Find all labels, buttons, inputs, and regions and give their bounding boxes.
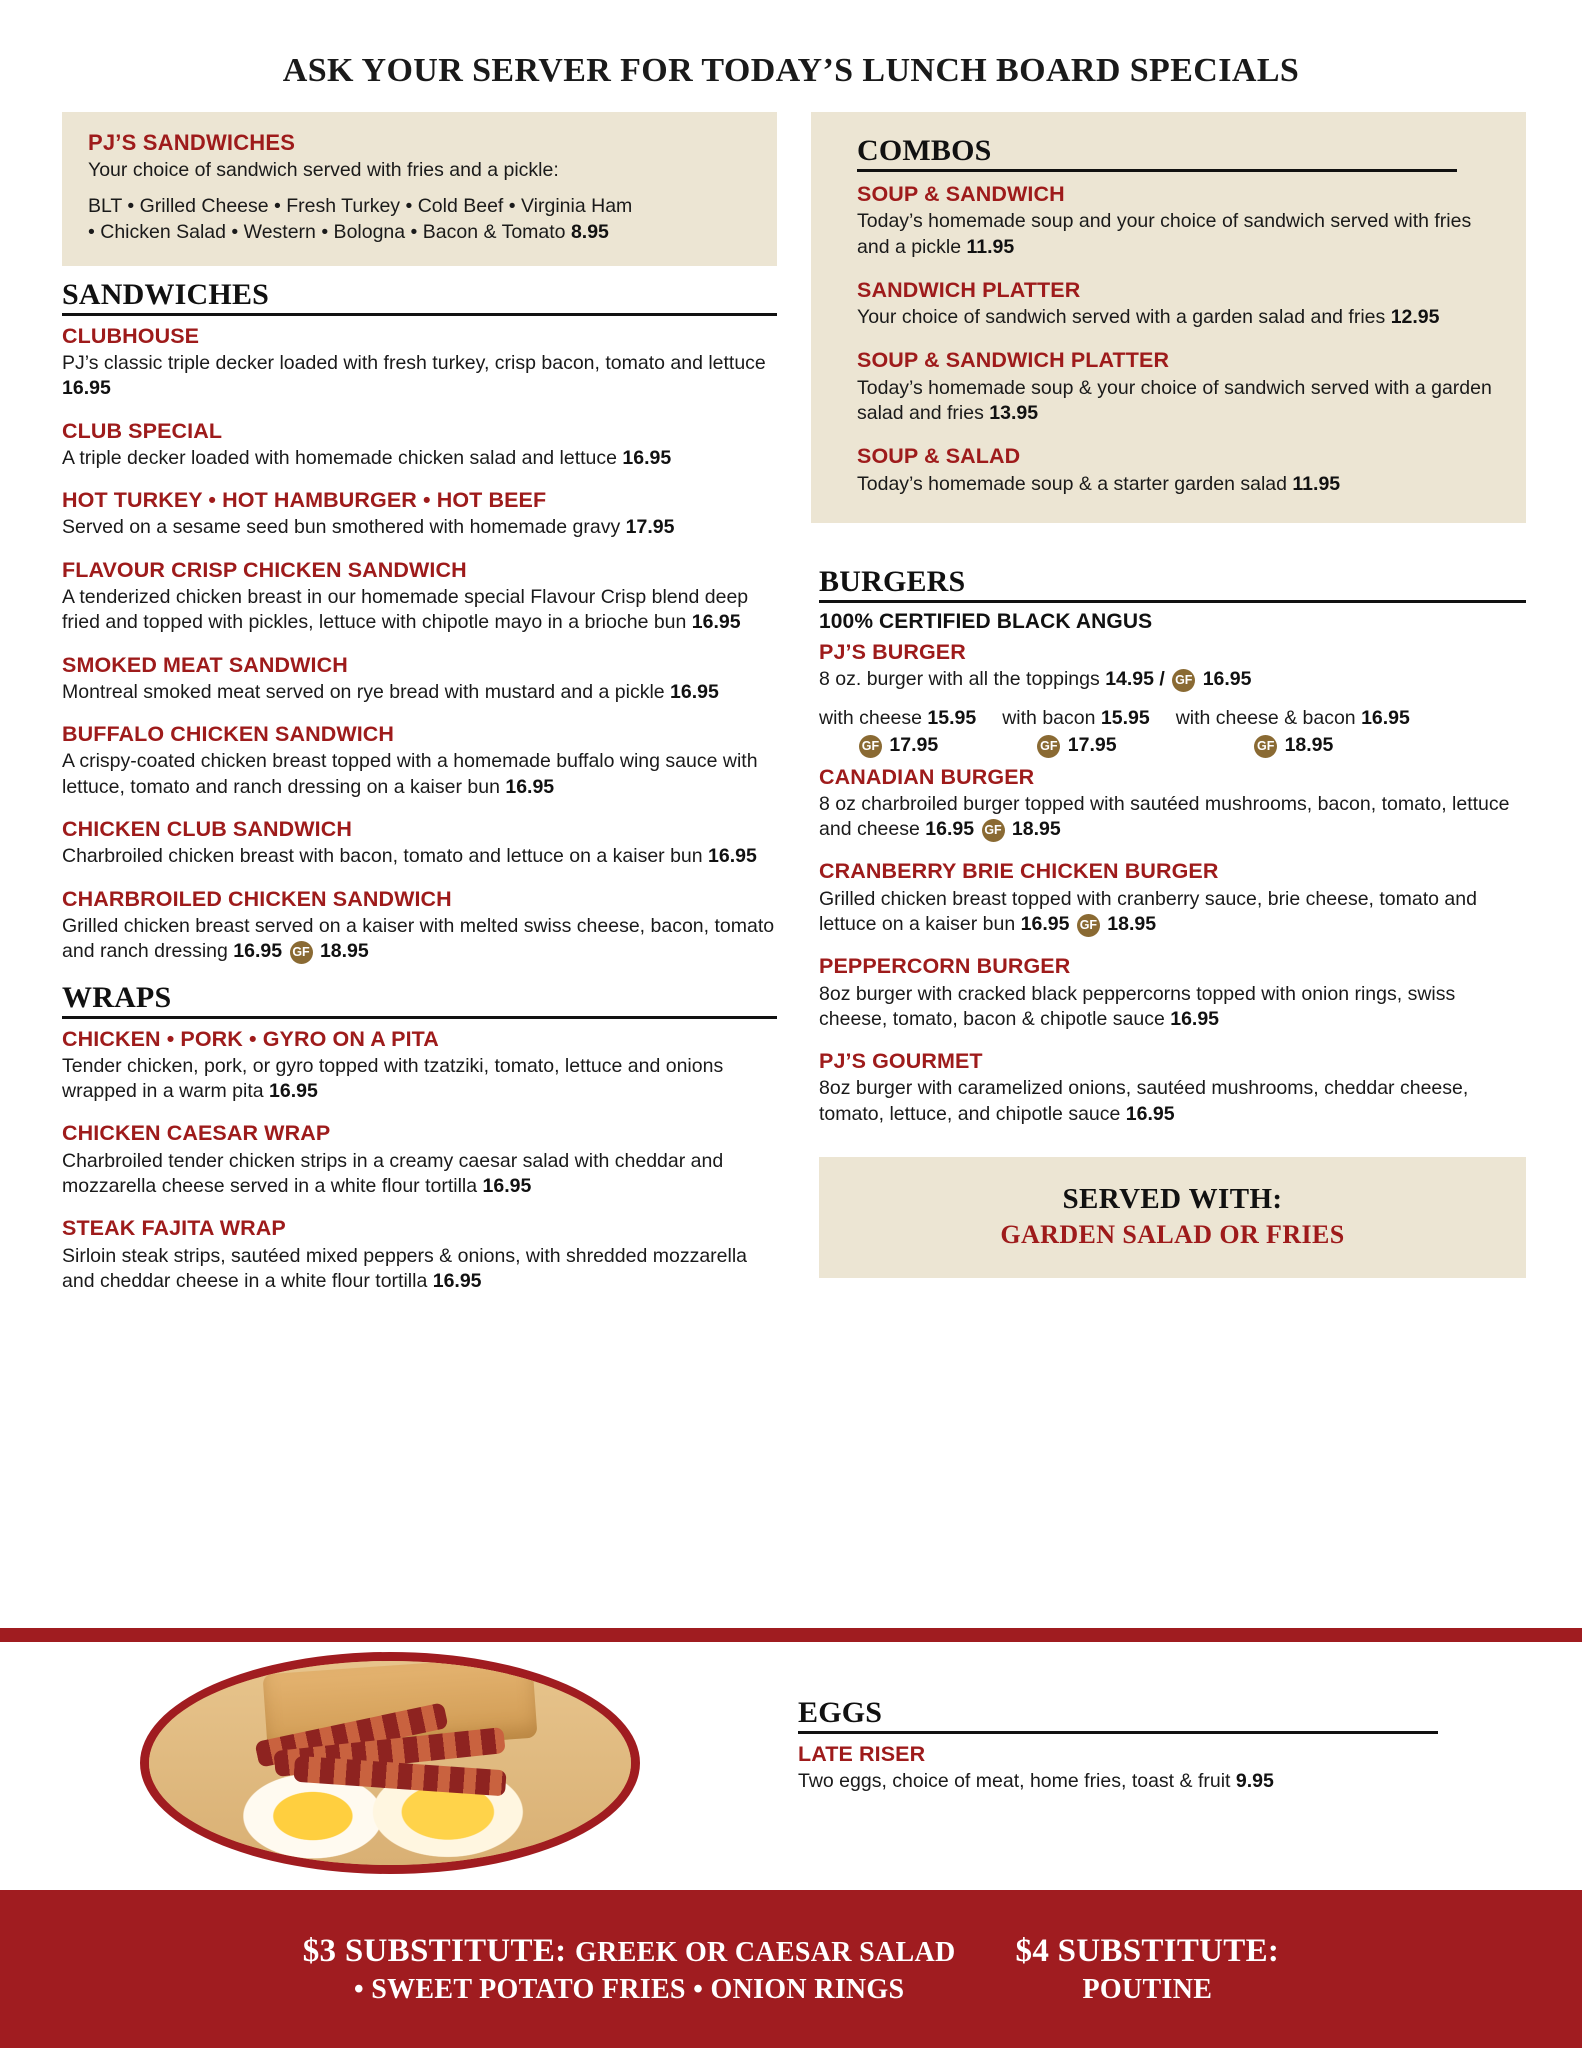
menu-item bbox=[819, 764, 1526, 843]
item-price: 13.95 bbox=[989, 402, 1039, 425]
item-name: CHICKEN CLUB SANDWICH bbox=[62, 817, 352, 842]
substitute-banner bbox=[0, 1890, 1582, 2048]
menu-item bbox=[62, 418, 777, 472]
item-price: 16.95 bbox=[1020, 912, 1070, 935]
burger-option bbox=[819, 707, 976, 758]
item-desc bbox=[798, 1769, 1400, 1794]
item-gf-price: 18.95 bbox=[1107, 912, 1157, 935]
served-with-subtitle: GARDEN SALAD OR FRIES bbox=[1000, 1220, 1345, 1250]
eggs-row bbox=[0, 1642, 1582, 1890]
menu-item bbox=[62, 323, 777, 402]
item-desc bbox=[819, 887, 1526, 938]
item-name: LATE RISER bbox=[798, 1742, 926, 1766]
item-desc bbox=[62, 749, 777, 800]
pjs-sandwiches-price: 8.95 bbox=[570, 221, 609, 244]
menu-item bbox=[62, 816, 777, 870]
menu-item bbox=[798, 1741, 1400, 1795]
item-desc-text: A crispy-coated chicken breast topped with a homemade buffalo wing sauce with lettuce, tomato and ranch dressing on a kaiser bun bbox=[62, 750, 758, 798]
item-desc-text: Sirloin steak strips, sautéed mixed peppers & onions, with shredded mozzarella and cheddar cheese in a white flour tortilla bbox=[62, 1244, 748, 1292]
item-desc bbox=[819, 982, 1526, 1033]
burger-option-label: with bacon bbox=[1002, 706, 1096, 729]
pjs-list-line-1: BLT • Grilled Cheese • Fresh Turkey • Cold Beef • Virginia Ham bbox=[88, 195, 633, 217]
item-desc bbox=[857, 209, 1496, 260]
item-name: PJ’S GOURMET bbox=[819, 1049, 983, 1074]
item-name: SMOKED MEAT SANDWICH bbox=[62, 652, 348, 677]
eggs-heading: EGGS bbox=[798, 1696, 1438, 1734]
burger-option-label: with cheese bbox=[819, 706, 922, 729]
item-price: 12.95 bbox=[1390, 306, 1440, 329]
wraps-section bbox=[62, 981, 777, 1295]
item-desc bbox=[62, 680, 777, 705]
item-price: 11.95 bbox=[1292, 472, 1341, 495]
menu-item bbox=[857, 181, 1496, 260]
item-name: PJ’S BURGER bbox=[819, 639, 966, 664]
item-price: 16.95 bbox=[925, 818, 975, 841]
right-column bbox=[811, 112, 1526, 1278]
item-price: 16.95 bbox=[233, 940, 283, 963]
item-desc bbox=[857, 305, 1496, 330]
red-divider bbox=[0, 1628, 1582, 1642]
burger-option-line bbox=[1176, 707, 1410, 730]
item-name: CLUBHOUSE bbox=[62, 323, 200, 348]
served-with-box bbox=[819, 1157, 1526, 1278]
menu-item bbox=[62, 721, 777, 800]
menu-columns bbox=[0, 112, 1582, 1310]
item-gf-price: 18.95 bbox=[319, 940, 369, 963]
gluten-free-badge-icon: GF bbox=[290, 941, 313, 964]
burger-option-gf-price: 17.95 bbox=[889, 733, 939, 756]
item-desc bbox=[62, 914, 777, 965]
item-desc bbox=[819, 792, 1526, 843]
breakfast-photo bbox=[140, 1652, 640, 1874]
item-price: 16.95 bbox=[269, 1080, 318, 1103]
substitute-3-block bbox=[303, 1933, 956, 2006]
substitute-3-amount: $3 SUBSTITUTE: bbox=[302, 1932, 567, 1969]
item-desc bbox=[62, 446, 777, 471]
burger-option-gf-line bbox=[819, 734, 976, 758]
substitute-4-block bbox=[1016, 1933, 1280, 2006]
item-desc bbox=[62, 1149, 777, 1200]
item-desc-text: 8 oz. burger with all the toppings bbox=[819, 668, 1100, 691]
item-desc bbox=[62, 1244, 777, 1295]
menu-item bbox=[819, 639, 1526, 758]
item-name: SOUP & SALAD bbox=[857, 444, 1021, 469]
item-desc bbox=[62, 351, 777, 402]
item-price: 16.95 bbox=[505, 775, 555, 798]
item-desc-text: A triple decker loaded with homemade chicken salad and lettuce bbox=[62, 446, 617, 469]
item-price: 16.95 bbox=[62, 377, 111, 400]
menu-item bbox=[819, 858, 1526, 937]
item-name: CHICKEN • PORK • GYRO ON A PITA bbox=[62, 1026, 439, 1051]
item-desc-text: Tender chicken, pork, or gyro topped with tzatziki, tomato, lettuce and onions wrapped in a warm pita bbox=[62, 1054, 724, 1103]
item-name: SANDWICH PLATTER bbox=[857, 277, 1081, 302]
burger-option-price: 15.95 bbox=[1100, 706, 1150, 729]
burgers-subtitle: 100% CERTIFIED BLACK ANGUS bbox=[819, 609, 1153, 633]
left-column bbox=[62, 112, 777, 1310]
menu-item bbox=[62, 1120, 777, 1199]
item-desc-text: 8 oz charbroiled burger topped with sautéed mushrooms, bacon, tomato, lettuce and cheese bbox=[819, 792, 1510, 841]
item-desc-text: Montreal smoked meat served on rye bread with mustard and a pickle bbox=[62, 680, 665, 703]
item-gf-price: 18.95 bbox=[1011, 818, 1061, 841]
item-desc bbox=[62, 1054, 777, 1105]
item-price: 16.95 bbox=[482, 1174, 532, 1197]
breakfast-photo-area bbox=[0, 1642, 700, 1890]
item-desc-text: Today’s homemade soup and your choice of sandwich served with fries and a pickle bbox=[857, 210, 1472, 258]
sandwiches-heading: SANDWICHES bbox=[62, 278, 777, 316]
item-name: FLAVOUR CRISP CHICKEN SANDWICH bbox=[62, 557, 467, 582]
sandwiches-section bbox=[62, 278, 777, 965]
page-title: ASK YOUR SERVER FOR TODAY’S LUNCH BOARD SPECIALS bbox=[282, 52, 1300, 89]
burger-option-price: 15.95 bbox=[927, 706, 977, 729]
item-desc-text: 8oz burger with cracked black peppercorns topped with onion rings, swiss cheese, tomato, bacon & chipotle sauce bbox=[819, 982, 1456, 1030]
item-desc-text: 8oz burger with caramelized onions, sautéed mushrooms, cheddar cheese, tomato, lettuce, and chipotle sauce bbox=[819, 1077, 1469, 1125]
substitute-4-text: POUTINE bbox=[1082, 1973, 1213, 2005]
item-name: CANADIAN BURGER bbox=[819, 764, 1035, 789]
item-price: 17.95 bbox=[625, 516, 675, 539]
pjs-sandwiches-list bbox=[88, 193, 751, 246]
menu-item bbox=[819, 953, 1526, 1032]
eggs-section bbox=[700, 1642, 1400, 1890]
item-desc-text: Today’s homemade soup & your choice of sandwich served with a garden salad and fries bbox=[857, 376, 1492, 425]
item-desc-text: Grilled chicken breast served on a kaiser with melted swiss cheese, bacon, tomato and ranch dressing bbox=[62, 914, 775, 963]
item-desc-text: Charbroiled tender chicken strips in a creamy caesar salad with cheddar and mozzarella cheese served in a white flour tortilla bbox=[62, 1149, 724, 1197]
item-price: 16.95 bbox=[432, 1269, 482, 1292]
pjs-sandwiches-subtitle: Your choice of sandwich served with fries and a pickle: bbox=[88, 159, 559, 181]
substitute-3-text: GREEK OR CAESAR SALAD bbox=[575, 1936, 956, 1968]
burgers-heading: BURGERS bbox=[819, 565, 1526, 603]
item-desc-text: Served on a sesame seed bun smothered with homemade gravy bbox=[62, 516, 621, 539]
menu-item bbox=[857, 443, 1496, 497]
item-desc-text: Today’s homemade soup & a starter garden salad bbox=[857, 472, 1287, 495]
item-price: 16.95 bbox=[1170, 1007, 1220, 1030]
burger-option bbox=[1002, 707, 1149, 758]
burger-option bbox=[1176, 707, 1410, 758]
item-desc bbox=[62, 844, 777, 869]
item-desc bbox=[819, 1076, 1526, 1127]
menu-item bbox=[62, 652, 777, 706]
item-desc bbox=[62, 515, 777, 540]
item-price: 16.95 bbox=[708, 845, 757, 868]
substitute-3-line bbox=[303, 1933, 956, 1970]
item-name: CLUB SPECIAL bbox=[62, 418, 223, 443]
price-separator: / bbox=[1159, 668, 1165, 691]
item-price: 16.95 bbox=[1125, 1102, 1175, 1125]
burger-option-gf-price: 18.95 bbox=[1284, 733, 1334, 756]
item-gf-price: 16.95 bbox=[1202, 668, 1252, 691]
item-desc bbox=[819, 667, 1526, 692]
item-price: 16.95 bbox=[691, 611, 741, 634]
served-with-title: SERVED WITH: bbox=[1062, 1183, 1283, 1216]
burger-options bbox=[819, 707, 1526, 758]
menu-item bbox=[857, 277, 1496, 331]
gluten-free-badge-icon: GF bbox=[1037, 735, 1060, 758]
item-name: BUFFALO CHICKEN SANDWICH bbox=[62, 722, 395, 747]
combos-section bbox=[811, 112, 1526, 523]
item-price: 11.95 bbox=[966, 235, 1015, 258]
burgers-section bbox=[811, 565, 1526, 1278]
menu-item bbox=[62, 1215, 777, 1294]
burger-option-line bbox=[1002, 707, 1149, 730]
item-name: HOT TURKEY • HOT HAMBURGER • HOT BEEF bbox=[62, 488, 547, 513]
combos-heading: COMBOS bbox=[857, 134, 1457, 172]
menu-item bbox=[62, 1026, 777, 1105]
item-price: 14.95 bbox=[1105, 668, 1154, 691]
menu-item bbox=[62, 557, 777, 636]
item-price: 16.95 bbox=[670, 680, 719, 703]
burger-option-line bbox=[819, 707, 976, 730]
menu-item bbox=[819, 1048, 1526, 1127]
wraps-heading: WRAPS bbox=[62, 981, 777, 1019]
item-desc bbox=[857, 472, 1496, 497]
substitute-4-amount: $4 SUBSTITUTE: bbox=[1015, 1932, 1280, 1969]
item-desc-text: Grilled chicken breast topped with cranberry sauce, brie cheese, tomato and lettuce on a kaiser bun bbox=[819, 887, 1477, 935]
burger-option-gf-line bbox=[1176, 734, 1410, 758]
substitute-3-text2: • SWEET POTATO FRIES • ONION RINGS bbox=[353, 1973, 905, 2005]
item-name: SOUP & SANDWICH PLATTER bbox=[857, 348, 1170, 373]
menu-item bbox=[62, 886, 777, 965]
burger-option-price: 16.95 bbox=[1361, 706, 1410, 729]
item-desc-text: Your choice of sandwich served with a garden salad and fries bbox=[857, 306, 1386, 329]
burger-option-label: with cheese & bacon bbox=[1175, 706, 1356, 729]
item-price: 16.95 bbox=[622, 446, 672, 469]
burger-option-gf-price: 17.95 bbox=[1067, 733, 1117, 756]
item-desc bbox=[857, 376, 1496, 427]
menu-item bbox=[857, 347, 1496, 426]
item-desc-text: PJ’s classic triple decker loaded with fresh turkey, crisp bacon, tomato and lettuce bbox=[62, 351, 766, 374]
item-price: 9.95 bbox=[1235, 1770, 1274, 1793]
gluten-free-badge-icon: GF bbox=[1077, 914, 1100, 937]
item-name: STEAK FAJITA WRAP bbox=[62, 1216, 286, 1241]
item-name: CHARBROILED CHICKEN SANDWICH bbox=[62, 886, 452, 911]
pjs-sandwiches-title: PJ’S SANDWICHES bbox=[88, 130, 296, 155]
pjs-list-line-2: • Chicken Salad • Western • Bologna • Bacon & Tomato bbox=[88, 221, 566, 244]
item-name: CRANBERRY BRIE CHICKEN BURGER bbox=[819, 859, 1219, 884]
pjs-sandwiches-box bbox=[62, 112, 777, 266]
bottom-section bbox=[0, 1628, 1582, 2048]
gluten-free-badge-icon: GF bbox=[1254, 735, 1277, 758]
item-desc-text: Charbroiled chicken breast with bacon, tomato and lettuce on a kaiser bun bbox=[62, 845, 703, 868]
item-desc-text: Two eggs, choice of meat, home fries, toast & fruit bbox=[798, 1770, 1231, 1793]
item-name: SOUP & SANDWICH bbox=[857, 182, 1065, 206]
gluten-free-badge-icon: GF bbox=[859, 735, 882, 758]
gluten-free-badge-icon: GF bbox=[1172, 669, 1195, 692]
menu-item bbox=[62, 487, 777, 541]
item-desc-text: A tenderized chicken breast in our homemade special Flavour Crisp blend deep fried and topped with pickles, lettuce with chipotle mayo in a brioche bun bbox=[62, 585, 749, 634]
item-desc bbox=[62, 585, 777, 636]
item-name: PEPPERCORN BURGER bbox=[819, 954, 1071, 979]
burger-option-gf-line bbox=[1002, 734, 1149, 758]
gluten-free-badge-icon: GF bbox=[982, 819, 1005, 842]
item-name: CHICKEN CAESAR WRAP bbox=[62, 1121, 331, 1146]
